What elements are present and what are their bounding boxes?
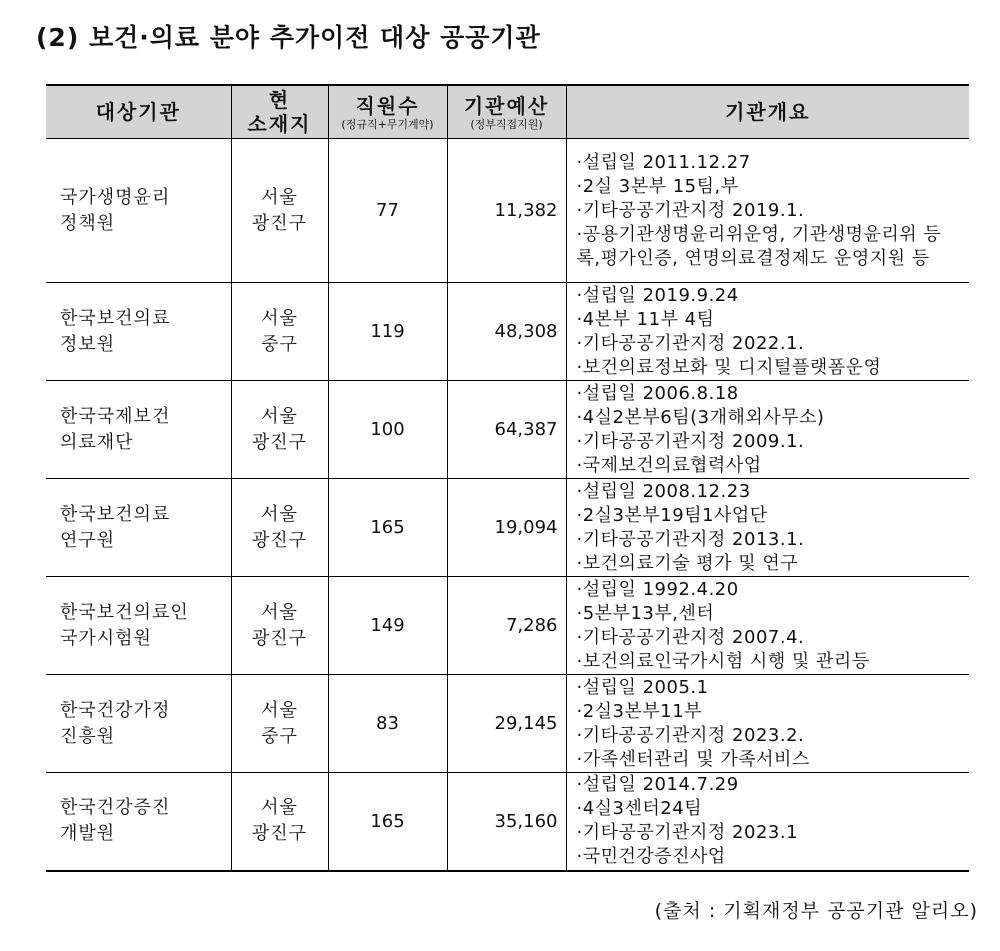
location-cell: 서울 중구 [231, 283, 328, 381]
budget-cell: 11,382 [447, 139, 566, 283]
overview-item: ·기타공공기관지정 2009.1. [576, 430, 805, 452]
overview-cell [566, 773, 969, 871]
header-location: 현 소재지 [231, 85, 328, 139]
header-overview: 기관개요 [566, 85, 969, 139]
overview-item: ·설립일 2008.12.23 [576, 480, 751, 502]
overview-item: ·기타공공기관지정 2023.2. [576, 724, 805, 746]
overview-item: ·4실3센터24팀 [576, 798, 703, 820]
header-institution: 대상기관 [46, 85, 231, 139]
location-cell: 서울 중구 [231, 675, 328, 773]
overview-item: ·설립일 2005.1 [576, 676, 709, 698]
overview-item: ·기타공공기관지정 2023.1 [576, 822, 799, 844]
location-cell: 서울 광진구 [231, 139, 328, 283]
institution-name-cell: 한국건강증진 개발원 [46, 773, 231, 871]
table-row [46, 139, 969, 283]
overview-item: ·2실 3본부 15팀,부 [576, 175, 739, 197]
overview-item: ·기타공공기관지정 2007.4. [576, 626, 805, 648]
staff-count-cell: 119 [328, 283, 447, 381]
overview-item: ·4본부 11부 4팀 [576, 308, 715, 330]
overview-cell [566, 283, 969, 381]
table-row [46, 773, 969, 871]
overview-cell [566, 139, 969, 283]
staff-count-cell: 83 [328, 675, 447, 773]
table-row [46, 577, 969, 675]
overview-cell [566, 675, 969, 773]
overview-item: ·4실2본부6팀(3개해외사무소) [576, 406, 825, 428]
budget-cell: 64,387 [447, 381, 566, 479]
overview-item: ·2실3본부11부 [576, 700, 703, 722]
page-title: (2) 보건·의료 분야 추가이전 대상 공공기관 [36, 23, 541, 52]
location-cell: 서울 광진구 [231, 577, 328, 675]
overview-item: ·기타공공기관지정 2013.1. [576, 528, 805, 550]
institution-name-cell: 한국보건의료인 국가시험원 [46, 577, 231, 675]
table-row [46, 479, 969, 577]
overview-item: ·보건의료인국가시험 시행 및 관리등 [576, 650, 870, 672]
table-row [46, 283, 969, 381]
overview-item: ·국민건강증진사업 [576, 846, 726, 868]
overview-item: ·설립일 2006.8.18 [576, 382, 739, 404]
table-row [46, 675, 969, 773]
overview-item: ·설립일 1992.4.20 [576, 578, 739, 600]
budget-cell: 35,160 [447, 773, 566, 871]
budget-cell: 29,145 [447, 675, 566, 773]
overview-item: ·보건의료정보화 및 디지털플랫폼운영 [576, 356, 882, 378]
source-note: (출처 : 기획재정부 공공기관 알리오) [654, 900, 978, 922]
header-budget: 기관예산 (정부직접지원) [447, 85, 566, 139]
institution-name-cell: 한국건강가정 진흥원 [46, 675, 231, 773]
overview-item: ·5본부13부,센터 [576, 602, 715, 624]
staff-count-cell: 165 [328, 773, 447, 871]
staff-count-cell: 149 [328, 577, 447, 675]
location-cell: 서울 광진구 [231, 773, 328, 871]
budget-cell: 7,286 [447, 577, 566, 675]
table-row [46, 381, 969, 479]
institution-name-cell: 한국보건의료 연구원 [46, 479, 231, 577]
budget-cell: 48,308 [447, 283, 566, 381]
staff-count-cell: 100 [328, 381, 447, 479]
institution-name-cell: 한국국제보건 의료재단 [46, 381, 231, 479]
header-staff: 직원수 (정규직+무기계약) [328, 85, 447, 139]
overview-item: ·2실3본부19팀1사업단 [576, 504, 768, 526]
overview-item: ·설립일 2019.9.24 [576, 284, 739, 306]
overview-item: ·설립일 2011.12.27 [576, 151, 751, 173]
staff-count-cell: 165 [328, 479, 447, 577]
institutions-table [46, 84, 969, 872]
overview-item: ·기타공공기관지정 2022.1. [576, 332, 805, 354]
overview-item: ·설립일 2014.7.29 [576, 774, 739, 796]
overview-item: ·기타공공기관지정 2019.1. [576, 199, 805, 221]
budget-cell: 19,094 [447, 479, 566, 577]
overview-item: ·가족센터관리 및 가족서비스 [576, 748, 810, 770]
staff-count-cell: 77 [328, 139, 447, 283]
institution-name-cell: 국가생명윤리 정책원 [46, 139, 231, 283]
table-header-row [46, 85, 969, 139]
overview-item: ·국제보건의료협력사업 [576, 454, 762, 476]
overview-cell [566, 381, 969, 479]
institution-name-cell: 한국보건의료 정보원 [46, 283, 231, 381]
overview-item: ·보건의료기술 평가 및 연구 [576, 552, 799, 574]
location-cell: 서울 광진구 [231, 381, 328, 479]
overview-item: ·공용기관생명윤리위운영, 기관생명윤리위 등록,평가인증, 연명의료결정제도 운영지원 등 [576, 223, 942, 269]
location-cell: 서울 광진구 [231, 479, 328, 577]
overview-cell [566, 577, 969, 675]
overview-cell [566, 479, 969, 577]
